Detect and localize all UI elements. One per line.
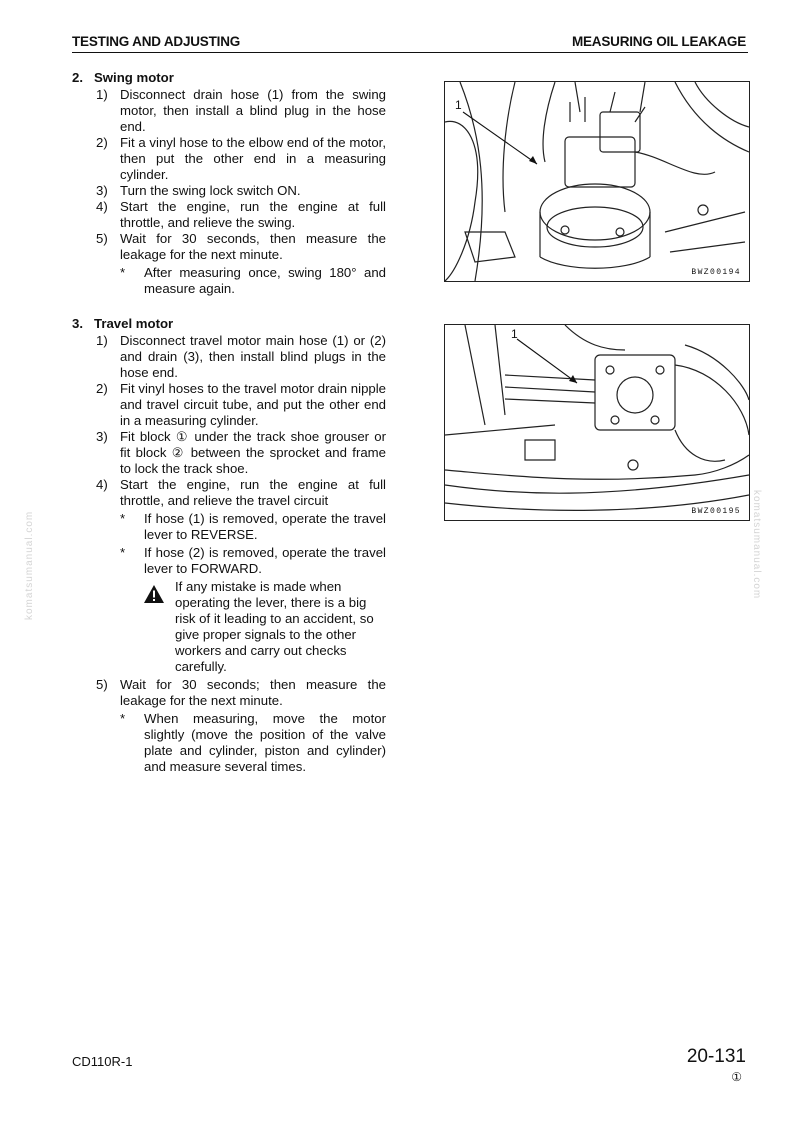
callout-number: 1 <box>455 98 462 112</box>
step: 2) Fit a vinyl hose to the elbow end of the motor, then put the other end in a measuring cylinder. <box>96 135 386 182</box>
note: * If hose (1) is removed, operate the travel lever to REVERSE. <box>120 511 386 542</box>
figure-swing-motor <box>444 81 750 282</box>
header-section-title: TESTING AND ADJUSTING <box>72 34 241 49</box>
step: 3) Fit block ① under the track shoe grouser or fit block ② between the sprocket and frame to lock the track shoe. <box>96 429 386 476</box>
step: 5) Wait for 30 seconds; then measure the leakage for the next minute. <box>96 677 386 708</box>
footer-revision-mark: ① <box>731 1070 742 1084</box>
figure-code: BWZ00195 <box>691 507 741 516</box>
warning-block <box>72 579 386 675</box>
step: 2) Fit vinyl hoses to the travel motor drain nipple and travel circuit tube, and put the other end in a measuring cylinder. <box>96 381 386 428</box>
watermark-left: komatsumanual.com <box>24 510 35 620</box>
step: 1) Disconnect travel motor main hose (1) or (2) and drain (3), then install blind plugs in the hose end. <box>96 333 386 380</box>
callout-number: 1 <box>511 327 518 341</box>
watermark-right: komatsumanual.com <box>751 490 762 600</box>
figure-travel-motor <box>444 324 750 521</box>
footer-page-number: 20-131 <box>686 1046 746 1067</box>
warning-triangle-icon <box>143 584 165 604</box>
header-page-topic: MEASURING OIL LEAKAGE <box>571 34 746 49</box>
step: 5) Wait for 30 seconds, then measure the leakage for the next minute. <box>96 231 386 262</box>
step: 4) Start the engine, run the engine at full throttle, and relieve the swing. <box>96 199 386 230</box>
step: 1) Disconnect drain hose (1) from the swing motor, then install a blind plug in the hose end. <box>96 87 386 134</box>
figure-code: BWZ00194 <box>691 268 741 277</box>
travel-motor-illustration <box>445 325 749 520</box>
header-rule <box>72 52 748 53</box>
section-title: 3. Travel motor <box>72 316 174 331</box>
note: * If hose (2) is removed, operate the travel lever to FORWARD. <box>120 545 386 576</box>
step: 4) Start the engine, run the engine at full throttle, and relieve the travel circuit <box>96 477 386 508</box>
swing-motor-illustration <box>445 82 749 281</box>
footer-model: CD110R-1 <box>72 1054 133 1069</box>
section-title: 2. Swing motor <box>72 70 174 85</box>
note: * After measuring once, swing 180° and measure again. <box>120 265 386 296</box>
section-swing-motor <box>72 70 386 297</box>
note: * When measuring, move the motor slightly (move the position of the valve plate and cylinder, piston and cylinder) and measure several times. <box>120 711 386 774</box>
step: 3) Turn the swing lock switch ON. <box>96 183 301 198</box>
warning-text: If any mistake is made when operating the lever, there is a big risk of it leading to an accident, so give proper signals to the other workers and carry out checks carefully. <box>175 579 374 674</box>
section-travel-motor <box>72 316 386 775</box>
